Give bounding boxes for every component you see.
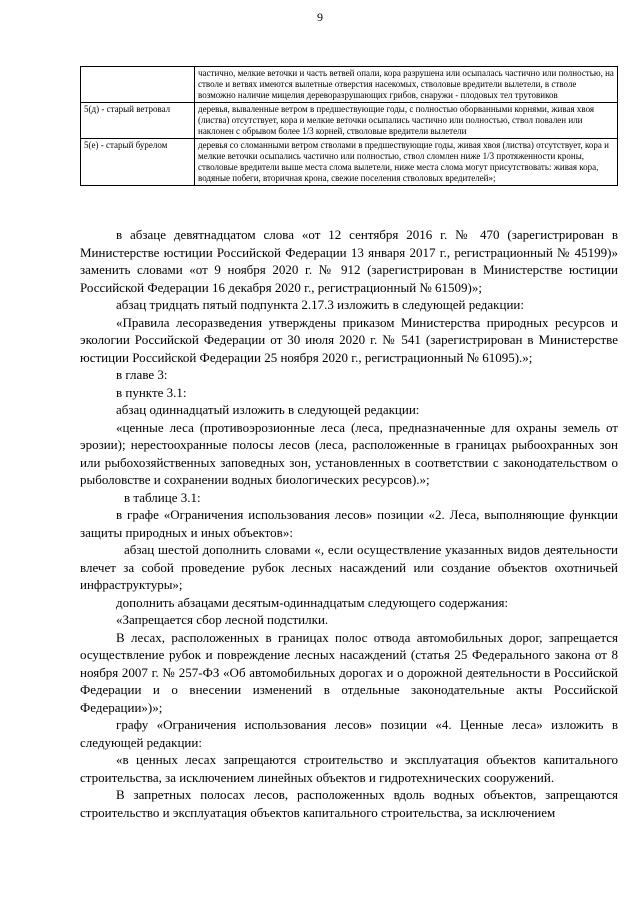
paragraph: в графе «Ограничения использования лесов» позиции «2. Леса, выполняющие функции защиты природных и иных объектов»: [80,507,618,540]
document-body [80,226,618,821]
paragraph: в пункте 3.1: [116,384,187,400]
table-cell-description: частично, мелкие веточки и часть ветвей опали, кора разрушена или осыпалась частично или полностью, на стволе и ветвях имеются вылетные отверстия насекомых, стволовые вредители вылетели, в стволе возможно наличие мицелия дереворазрушающих грибов, снаружи - плодовых тел трутовиков [195,67,618,103]
paragraph: в главе 3: [116,367,168,382]
table-cell-code [81,67,195,103]
paragraph: в таблице 3.1: [124,489,201,505]
paragraph: абзац шестой дополнить словами «, если осуществление указанных видов деятельности влечет за собой проведение рубок лесных насаждений или создание объектов охотничьей инфраструктуры»; [80,542,618,592]
paragraph: абзац одиннадцатый изложить в следующей редакции: [116,402,420,417]
paragraph: «ценные леса (противоэрозионные леса (леса, предназначенные для охраны земель от эрозии); нерестоохранные полосы лесов (леса, расположенные в границах рыбоохранных зон или рыбохозяйственных заповедных зон, установленных в соответствии с законодательством о рыболовстве и сохранении водных биологических ресурсов).»; [80,419,618,487]
paragraph: графу «Ограничения использования лесов» позиции «4. Ценные леса» изложить в следующей редакции: [80,717,618,750]
paragraph: В лесах, расположенных в границах полос отвода автомобильных дорог, запрещается осуществление рубок и повреждение лесных насаждений (статья 25 Федерального закона от 8 ноября 2007 г. № 257-ФЗ «Об автомобильных дорогах и о дорожной деятельности в Российской Федерации и о внесении изменений в отдельные законодательные акты Российской Федерации»)»; [80,629,618,715]
table-row [81,103,618,139]
table-cell-code: 5(е) - старый бурелом [81,139,195,186]
paragraph: В запретных полосах лесов, расположенных вдоль водных объектов, запрещаются строительство и эксплуатация объектов капитального строительства, за исключением [80,787,618,820]
table-row [81,139,618,186]
forest-condition-table [80,66,618,186]
page-number: 9 [317,10,323,24]
paragraph: дополнить абзацами десятым-одиннадцатым следующего содержания: [116,594,509,610]
table-cell-description: деревья со сломанными ветром стволами в предшествующие годы, живая хвоя (листва) отсутствует, кора и мелкие веточки осыпались частично или полностью, ствол сломлен ниже 1/3 протяженности кроны, стволовые вредители выше места слома вылетели, ниже места слома могут присутствовать: живая кора, водяные побеги, вторичная крона, свежие поселения стволовых вредителей»; [195,139,618,186]
paragraph: «Запрещается сбор лесной подстилки. [116,612,329,627]
paragraph: в абзаце девятнадцатом слова «от 12 сентября 2016 г. № 470 (зарегистрирован в Министерстве юстиции Российской Федерации 13 января 2017 г., регистрационный № 45199)» заменить словами «от 9 ноября 2020 г. № 912 (зарегистрирован в Министерстве юстиции Российской Федерации 16 декабря 2020 г., регистрационный № 61509)»; [80,227,618,295]
table-row [81,67,618,103]
table-cell-code: 5(д) - старый ветровал [81,103,195,139]
paragraph: абзац тридцать пятый подпункта 2.17.3 изложить в следующей редакции: [116,297,524,312]
paragraph: «в ценных лесах запрещаются строительство и эксплуатация объектов капитального строительства, за исключением линейных объектов и гидротехнических сооружений. [80,752,618,785]
paragraph: «Правила лесоразведения утверждены приказом Министерства природных ресурсов и экологии Российской Федерации от 30 июля 2020 г. № 541 (зарегистрирован в Министерстве юстиции Российской Федерации 25 ноября 2020 г., регистрационный № 61095).»; [80,314,618,365]
table-cell-description: деревья, вываленные ветром в предшествующие годы, с полностью оборванными корнями, живая хвоя (листва) отсутствует, кора и мелкие веточки осыпались частично или полностью, ствол повален или наклонен с обрывом более 1/3 корней, стволовые вредители вылетели [195,103,618,139]
